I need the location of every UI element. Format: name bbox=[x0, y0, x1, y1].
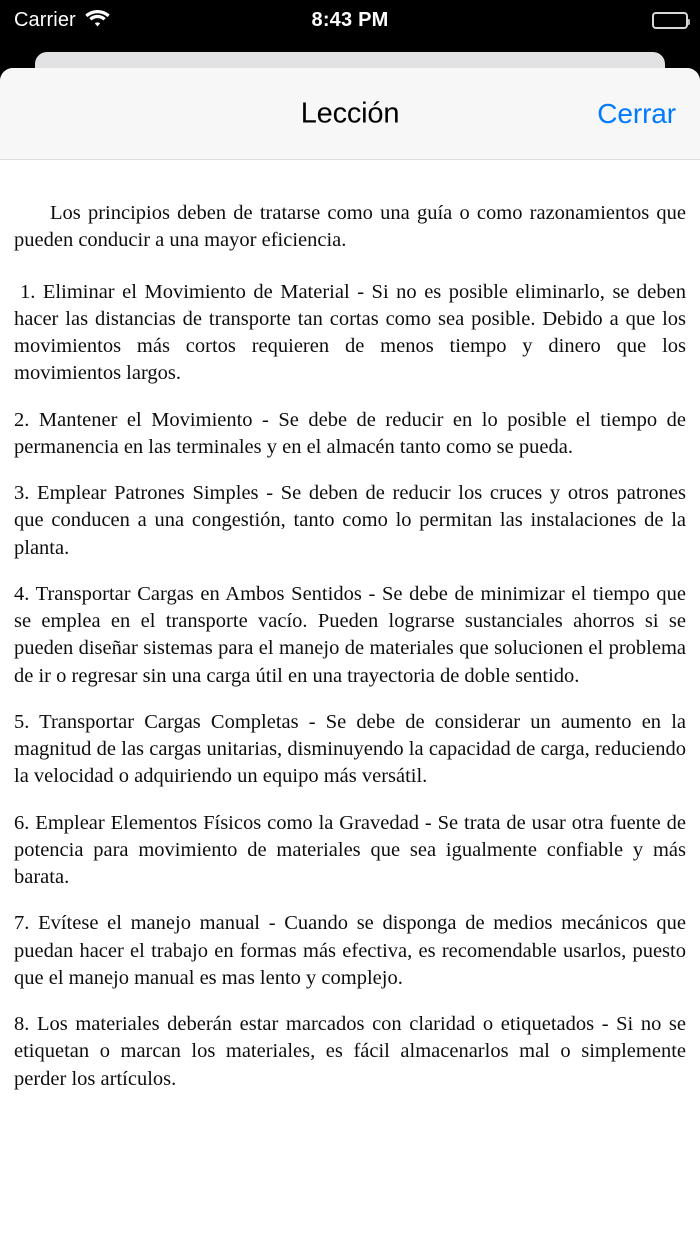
lesson-paragraph-8: 8. Los materiales deberán estar marcados con claridad o etiquetados - Si no se etiquetan o marcan los materiales, es fácil almacenarlos mal o simplemente perder los artículos. bbox=[14, 1013, 686, 1090]
close-button[interactable]: Cerrar bbox=[591, 94, 682, 134]
status-bar bbox=[0, 0, 700, 40]
page-title: Lección bbox=[300, 97, 400, 129]
lesson-paragraph-2: 2. Mantener el Movimiento - Se debe de reducir en lo posible el tiempo de permanencia en las terminales y en el almacén tanto como se pueda. bbox=[14, 408, 686, 458]
battery-cap bbox=[688, 19, 691, 25]
lesson-paragraph-3: 3. Emplear Patrones Simples - Se deben de reducir los cruces y otros patrones que conducen a una congestión, tanto como lo permitan las instalaciones de la planta. bbox=[14, 482, 686, 559]
lesson-paragraph-4: 4. Transportar Cargas en Ambos Sentidos - Se debe de minimizar el tiempo que se emplea en el transporte vacío. Pueden lograrse sustanciales ahorros si se pueden diseñar sistemas para el manejo de materiales que solucionen el problema de ir o regresar sin una carga útil en una trayectoria de doble sentido. bbox=[14, 582, 686, 687]
lesson-paragraph-5: 5. Transportar Cargas Completas - Se debe de considerar un aumento en la magnitud de las cargas unitarias, disminuyendo la capacidad de carga, reduciendo la velocidad o adquiriendo un equipo más versátil. bbox=[14, 710, 686, 788]
lesson-paragraph-7: 7. Evítese el manejo manual - Cuando se disponga de medios mecánicos que puedan hacer el trabajo en formas más efectiva, es recomendable usarlos, puesto que el manejo manual es mas lento y complejo. bbox=[14, 912, 686, 989]
lesson-paragraph-intro: Los principios deben de tratarse como una guía o como razonamientos que pueden conducir a una mayor eficiencia. bbox=[14, 202, 686, 252]
lesson-paragraph-1: 1. Eliminar el Movimiento de Material - Si no es posible eliminarlo, se deben hacer las distancias de transporte tan cortas como sea posible. Debido a que los movimientos más cortos requieren de menos tiempo y dinero que los movimientos largos. bbox=[14, 280, 686, 385]
lesson-modal-sheet bbox=[0, 68, 700, 1244]
carrier-label: Carrier bbox=[14, 9, 76, 31]
lesson-paragraph-6: 6. Emplear Elementos Físicos como la Gravedad - Se trata de usar otra fuente de potencia para movimiento de materiales que sea igualmente confiable y más barata. bbox=[14, 811, 686, 888]
status-bar-time: 8:43 PM bbox=[311, 8, 389, 31]
navigation-bar bbox=[0, 68, 700, 160]
battery-full-icon bbox=[652, 12, 688, 29]
lesson-content[interactable] bbox=[0, 160, 700, 1244]
status-bar-right bbox=[652, 12, 688, 29]
